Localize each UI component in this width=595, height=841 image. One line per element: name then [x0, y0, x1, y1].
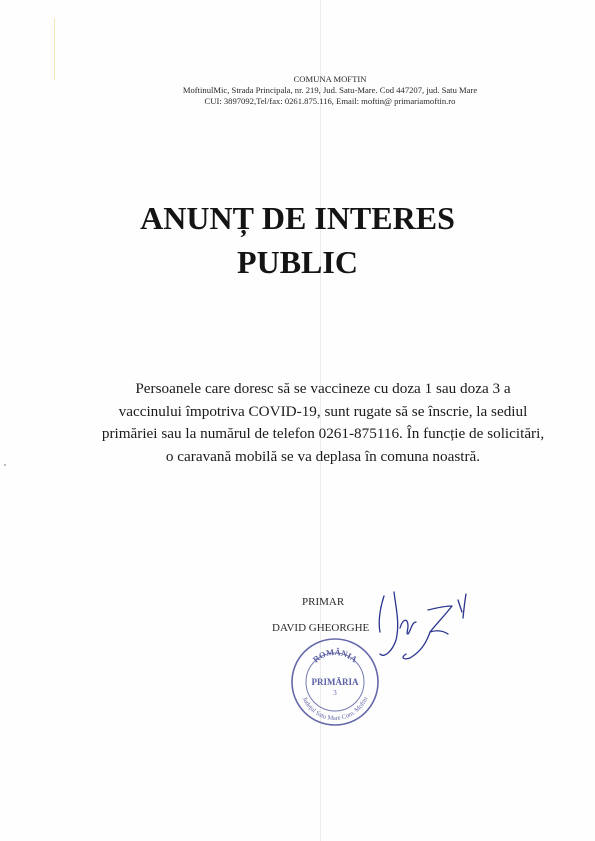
announcement-title: [40, 196, 555, 284]
signatory-role: PRIMAR: [302, 596, 345, 608]
body-line: vaccinului împotriva COVID-19, sunt rugate să se înscrie, la sediul: [118, 402, 528, 420]
institution-contact: CUI: 3897092,Tel/fax: 0261.875.116, Email: moftin@ primariamoftin.ro: [204, 96, 456, 106]
handwritten-signature: [370, 588, 470, 668]
stamp-center-text: PRIMĂRIA: [311, 677, 359, 687]
stamp-top-text: ROMÂNIA: [310, 646, 360, 665]
stamp-ring-text: Județul Satu Mare Com. Moftin: [300, 696, 370, 723]
signatory-name: DAVID GHEORGHE: [272, 622, 370, 634]
body-line: Persoanele care doresc să se vaccineze cu doza 1 sau doza 3 a: [135, 380, 511, 397]
body-line: o caravană mobilă se va deplasa în comuna noastră.: [165, 447, 481, 465]
title-line-2: PUBLIC: [237, 244, 358, 280]
letterhead: [150, 74, 510, 107]
official-stamp: [290, 637, 380, 727]
body-line: primăriei sau la numărul de telefon 0261-875116. În funcție de solicitări,: [101, 425, 545, 442]
highlight-mark: [54, 18, 55, 80]
title-line-1: ANUNȚ DE INTERES: [140, 200, 455, 236]
institution-name: COMUNA MOFTIN: [293, 74, 367, 84]
stamp-number: 3: [333, 689, 337, 697]
institution-address: MoftinulMic, Strada Principala, nr. 219, Jud. Satu-Mare. Cod 447207, jud. Satu Mare: [182, 85, 478, 95]
announcement-body: [88, 378, 558, 468]
scan-speck: [4, 464, 6, 466]
